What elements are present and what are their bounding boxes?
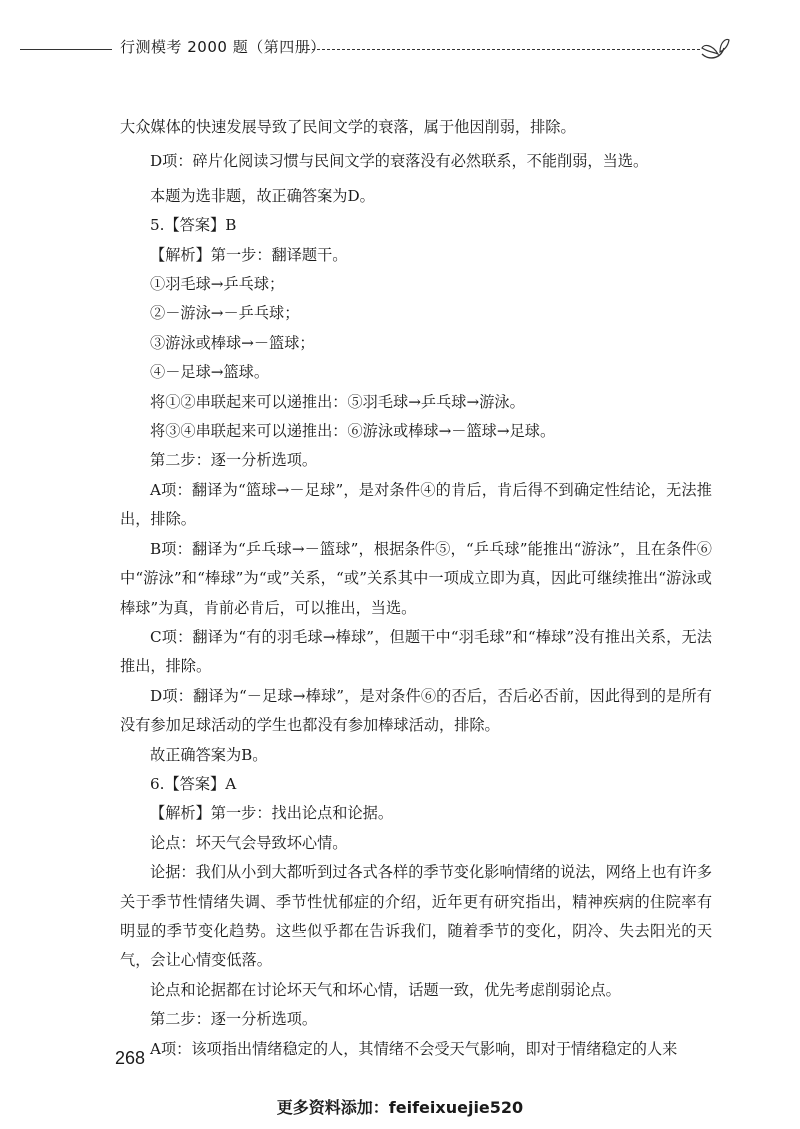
sprout-icon [698,34,730,62]
paragraph: ④－足球→篮球。 [150,363,270,382]
paragraph: D项：翻译为“－足球→棒球”，是对条件⑥的否后，否后必否前，因此得到的是所有没有参加足球活动的学生也都没有参加棒球活动，排除。 [120,686,712,735]
paragraph: 将①②串联起来可以递推出：⑤羽毛球→乒乓球→游泳。 [150,392,525,411]
paragraph: 大众媒体的快速发展导致了民间文学的衰落，属于他因削弱，排除。 [120,118,576,136]
paragraph: 第二步：逐一分析选项。 [150,451,318,470]
paragraph: A项：该项指出情绪稳定的人，其情绪不会受天气影响，即对于情绪稳定的人来 [150,1039,678,1058]
paragraph: 第二步：逐一分析选项。 [150,1010,318,1029]
running-header [20,34,720,62]
paragraph: 【解析】第一步：找出论点和论据。 [150,804,393,823]
header-rule-right [302,49,700,50]
page-body [120,113,712,1064]
header-rule-left [20,49,112,50]
paragraph: 论点和论据都在讨论坏天气和坏心情，话题一致，优先考虑削弱论点。 [150,980,621,999]
paragraph: ②－游泳→－乒乓球； [150,304,300,323]
paragraph: 论点：坏天气会导致坏心情。 [150,833,348,852]
paragraph: D项：碎片化阅读习惯与民间文学的衰落没有必然联系，不能削弱，当选。 [150,152,649,171]
paragraph: 【解析】第一步：翻译题干。 [150,245,348,264]
paragraph: ①羽毛球→乒乓球； [150,275,285,294]
paragraph: 6.【答案】A [150,774,237,793]
paragraph: B项：翻译为“乒乓球→－篮球”，根据条件⑤，“乒乓球”能推出“游泳”，且在条件⑥中“游泳”和“棒球”为“或”关系，“或”关系其中一项成立即为真，因此可继续推出“游泳或棒球”为真，肯前必肯后，可以推出，当选。 [120,539,712,617]
paragraph: 故正确答案为B。 [150,745,268,764]
header-title: 行测模考 2000 题（第四册） [120,38,326,56]
paragraph: C项：翻译为“有的羽毛球→棒球”，但题干中“羽毛球”和“棒球”没有推出关系，无法推出，排除。 [120,627,712,676]
paragraph: 本题为选非题，故正确答案为D。 [150,186,375,205]
paragraph: 5.【答案】B [150,216,237,235]
paragraph: 论据：我们从小到大都听到过各式各样的季节变化影响情绪的说法，网络上也有许多关于季节性情绪失调、季节性忧郁症的介绍，近年更有研究指出，精神疾病的住院率有明显的季节变化趋势。这些似乎都在告诉我们，随着季节的变化，阴冷、失去阳光的天气，会让心情变低落。 [120,863,712,970]
paragraph: ③游泳或棒球→－篮球； [150,333,315,352]
footer-note: 更多资料添加：feifeixuejie520 [276,1098,524,1117]
page-number: 268 [115,1048,146,1068]
paragraph: A项：翻译为“篮球→－足球”，是对条件④的肯后，肯后得不到确定性结论，无法推出，排除。 [120,480,712,529]
paragraph: 将③④串联起来可以递推出：⑥游泳或棒球→－篮球→足球。 [150,422,556,441]
